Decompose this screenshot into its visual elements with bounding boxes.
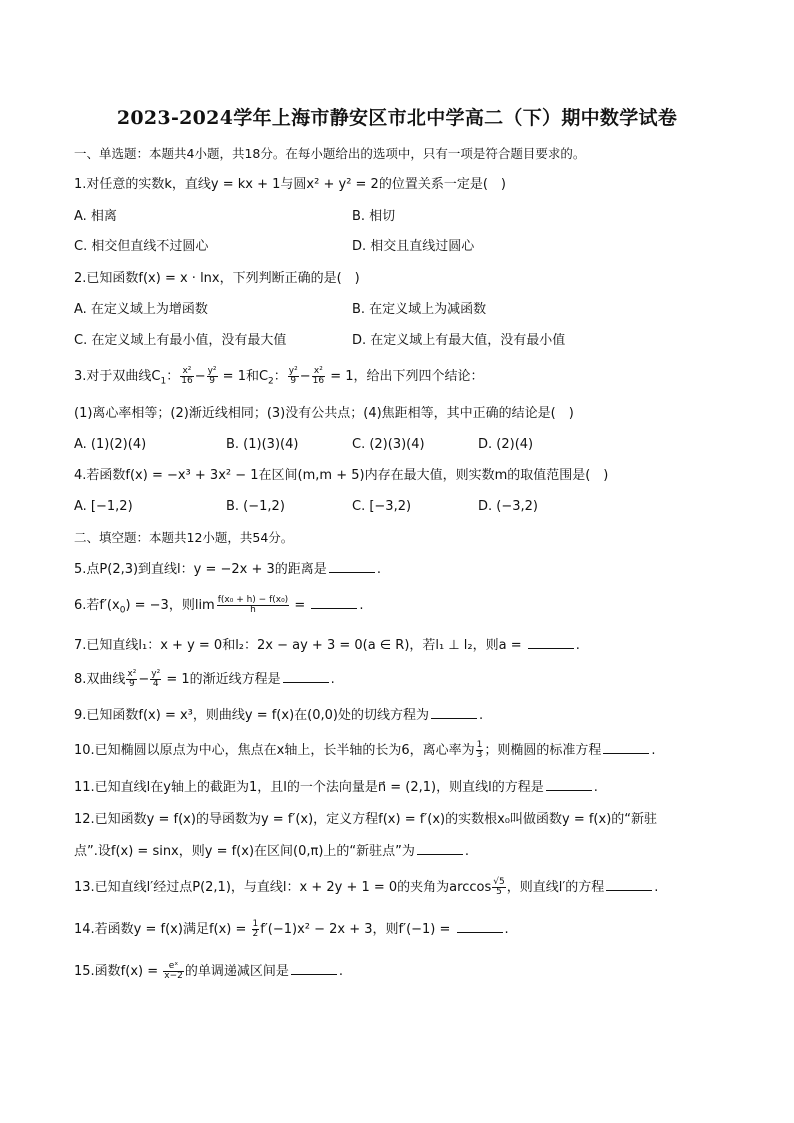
q1-option-b[interactable]: B. 相切 [352,209,396,224]
q4-option-d[interactable]: D. (−3,2) [478,499,538,514]
q14-post: f′(−1)x² − 2x + 3，则f′(−1) = [260,922,455,937]
q11-answer-blank[interactable] [546,778,592,791]
q9-answer-blank[interactable] [431,706,477,719]
q10-pre: 10.已知椭圆以原点为中心，焦点在x轴上，长半轴的长为6，离心率为 [74,743,475,758]
section-single-choice: 一、单选题：本题共4小题，共18分。在每小题给出的选项中，只有一项是符合题目要求的。 [74,146,586,161]
q3-option-b[interactable]: B. (1)(3)(4) [226,437,299,452]
q13-post: ，则直线l′的方程 [506,880,605,895]
q11-text: 11.已知直线l在y轴上的截距为1，且l的一个法向量是n⃗ = (2,1)，则直线l的方程是 [74,780,544,795]
question-11: 11.已知直线l在y轴上的截距为1，且l的一个法向量是n⃗ = (2,1)，则直线l的方程是 . [74,780,598,795]
q3-stem-mid: 和C [245,369,269,384]
q12-answer-blank[interactable] [417,842,463,855]
q15-pre: 15.函数f(x) = [74,964,163,979]
question-6: 6.若$f'(x_0) = -3$，则lim $\frac{\text{f(x₀ + h) − f(x₀)}}{h}$ = . [74,595,364,616]
q8-frac-y: $\frac{\text{y²}}{4}$ [151,669,161,689]
q14-answer-blank[interactable] [457,920,503,933]
q6-mid: ) = −3，则lim [125,598,215,613]
q1-option-a[interactable]: A. 相离 [74,209,117,224]
q3-stem-pre: 3.对于双曲线C [74,369,161,384]
q3-frac-x2: $\frac{\text{x²}}{16}$ [312,366,325,386]
q1-option-c[interactable]: C. 相交但直线不过圆心 [74,239,209,254]
q10-frac: $\frac{1}{3}$ [476,740,483,760]
question-2: 2.已知函数f(x) = x · lnx，下列判断正确的是( ) [74,271,360,286]
q1-option-d[interactable]: D. 相交且直线过圆心 [352,239,475,254]
q4-option-b[interactable]: B. (−1,2) [226,499,285,514]
q3-option-d[interactable]: D. (2)(4) [478,437,534,452]
q2-option-c[interactable]: C. 在定义域上有最小值，没有最大值 [74,333,287,348]
question-9: 9.已知函数f(x) = x³，则曲线y = f(x)在(0,0)处的切线方程为 . [74,708,484,723]
q13-pre: 13.已知直线l′经过点P(2,1)，与直线l：x + 2y + 1 = 0的夹角为arccos [74,880,492,895]
q15-answer-blank[interactable] [291,962,337,975]
q5-answer-blank[interactable] [329,560,375,573]
q6-answer-blank[interactable] [311,596,357,609]
question-12-line2: 点”.设f(x) = sinx，则y = f(x)在区间(0,π)上的“新驻点”为 . [74,844,470,859]
q8-answer-blank[interactable] [283,670,329,683]
q6-pre: 6.若f′(x [74,598,120,613]
q13-frac: $\frac{√5}{5}$ [493,877,505,897]
q6-post: = [290,598,310,613]
question-10: 10.已知椭圆以原点为中心，焦点在x轴上，长半轴的长为6，离心率为 $\frac{1}{3}$ ；则椭圆的标准方程 . [74,740,656,760]
q9-text: 9.已知函数f(x) = x³，则曲线y = f(x)在(0,0)处的切线方程为 [74,708,429,723]
q3-frac-y: $\frac{\text{y²}}{9}$ [207,366,217,386]
q14-pre: 14.若函数y = f(x)满足f(x) = [74,922,251,937]
q4-option-a[interactable]: A. [−1,2) [74,499,133,514]
q15-post: 的单调递减区间是 [184,964,289,979]
q3-frac-y2: $\frac{\text{y²}}{9}$ [288,366,298,386]
question-12-line1: 12.已知函数y = f(x)的导函数为y = f′(x)，定义方程f(x) = f′(x)的实数根x₀叫做函数y = f(x)的“新驻 [74,812,657,827]
question-5: 5.点P(2,3)到直线l：y = −2x + 3的距离是 . [74,562,381,577]
q2-option-b[interactable]: B. 在定义域上为减函数 [352,302,487,317]
q7-text: 7.已知直线l₁：x + y = 0和l₂：2x − ay + 3 = 0(a ∈ R)，若l₁ ⊥ l₂，则a = [74,638,526,653]
q8-pre: 8.双曲线 [74,672,126,687]
question-15: 15.函数f(x) = $\frac{\text{eˣ}}{x-2}$ 的单调递减区间是 . [74,961,343,981]
q5-text: 5.点P(2,3)到直线l：y = −2x + 3的距离是 [74,562,327,577]
exam-title: 2023-2024学年上海市静安区市北中学高二（下）期中数学试卷 [116,107,678,129]
q3-frac-x: $\frac{\text{x²}}{16}$ [181,366,193,386]
question-14: 14.若函数y = f(x)满足f(x) = $\frac{1}{2}$ f′(−1)x² − 2x + 3，则f′(−1) = . [74,919,509,939]
q10-answer-blank[interactable] [603,741,649,754]
q14-frac: $\frac{1}{2}$ [252,919,259,939]
question-3-conclusions: (1)离心率相等；(2)渐近线相同；(3)没有公共点；(4)焦距相等，其中正确的结论是( ) [74,406,574,421]
question-13: 13.已知直线l′经过点P(2,1)，与直线l：x + 2y + 1 = 0的夹角为arccos $\frac{√5}{5}$ ，则直线l′的方程 . [74,877,659,897]
q8-frac-x: $\frac{\text{x²}}{9}$ [127,669,137,689]
q8-post: 的渐近线方程是 [189,672,281,687]
q2-option-a[interactable]: A. 在定义域上为增函数 [74,302,208,317]
q12-text: 点”.设f(x) = sinx，则y = f(x)在区间(0,π)上的“新驻点”为 [74,844,415,859]
question-3: 3.对于双曲线$C_1$： $\frac{\text{x²}}{16}$ − $\frac{\text{y²}}{9}$ = 1和$C_2$： $\frac{\text{y²}}{9}$ − $\frac{\text{x²}}{16}$ = 1，给出下列四个结论： [74,366,484,387]
q15-frac: $\frac{\text{eˣ}}{x-2}$ [164,961,183,981]
question-8: 8.双曲线 $\frac{\text{x²}}{9}$ − $\frac{\text{y²}}{4}$ = 1的渐近线方程是 . [74,669,335,689]
q7-answer-blank[interactable] [528,636,574,649]
q13-answer-blank[interactable] [606,878,652,891]
section-fill-in: 二、填空题：本题共12小题，共54分。 [74,530,294,545]
question-1: 1.对任意的实数k，直线y = kx + 1与圆x² + y² = 2的位置关系一定是( ) [74,177,506,192]
q4-option-c[interactable]: C. [−3,2) [352,499,412,514]
q2-option-d[interactable]: D. 在定义域上有最大值，没有最小值 [352,333,566,348]
q10-post: ；则椭圆的标准方程 [484,743,602,758]
q6-limit-frac: $\frac{\text{f(x₀ + h) − f(x₀)}}{h}$ [217,595,289,615]
q3-option-c[interactable]: C. (2)(3)(4) [352,437,425,452]
q3-stem-post: ，给出下列四个结论： [353,369,484,384]
question-4: 4.若函数f(x) = −x³ + 3x² − 1在区间(m,m + 5)内存在最大值，则实数m的取值范围是( ) [74,468,609,483]
question-7: 7.已知直线l₁：x + y = 0和l₂：2x − ay + 3 = 0(a ∈ R)，若l₁ ⊥ l₂，则a = . [74,638,580,653]
q3-option-a[interactable]: A. (1)(2)(4) [74,437,147,452]
